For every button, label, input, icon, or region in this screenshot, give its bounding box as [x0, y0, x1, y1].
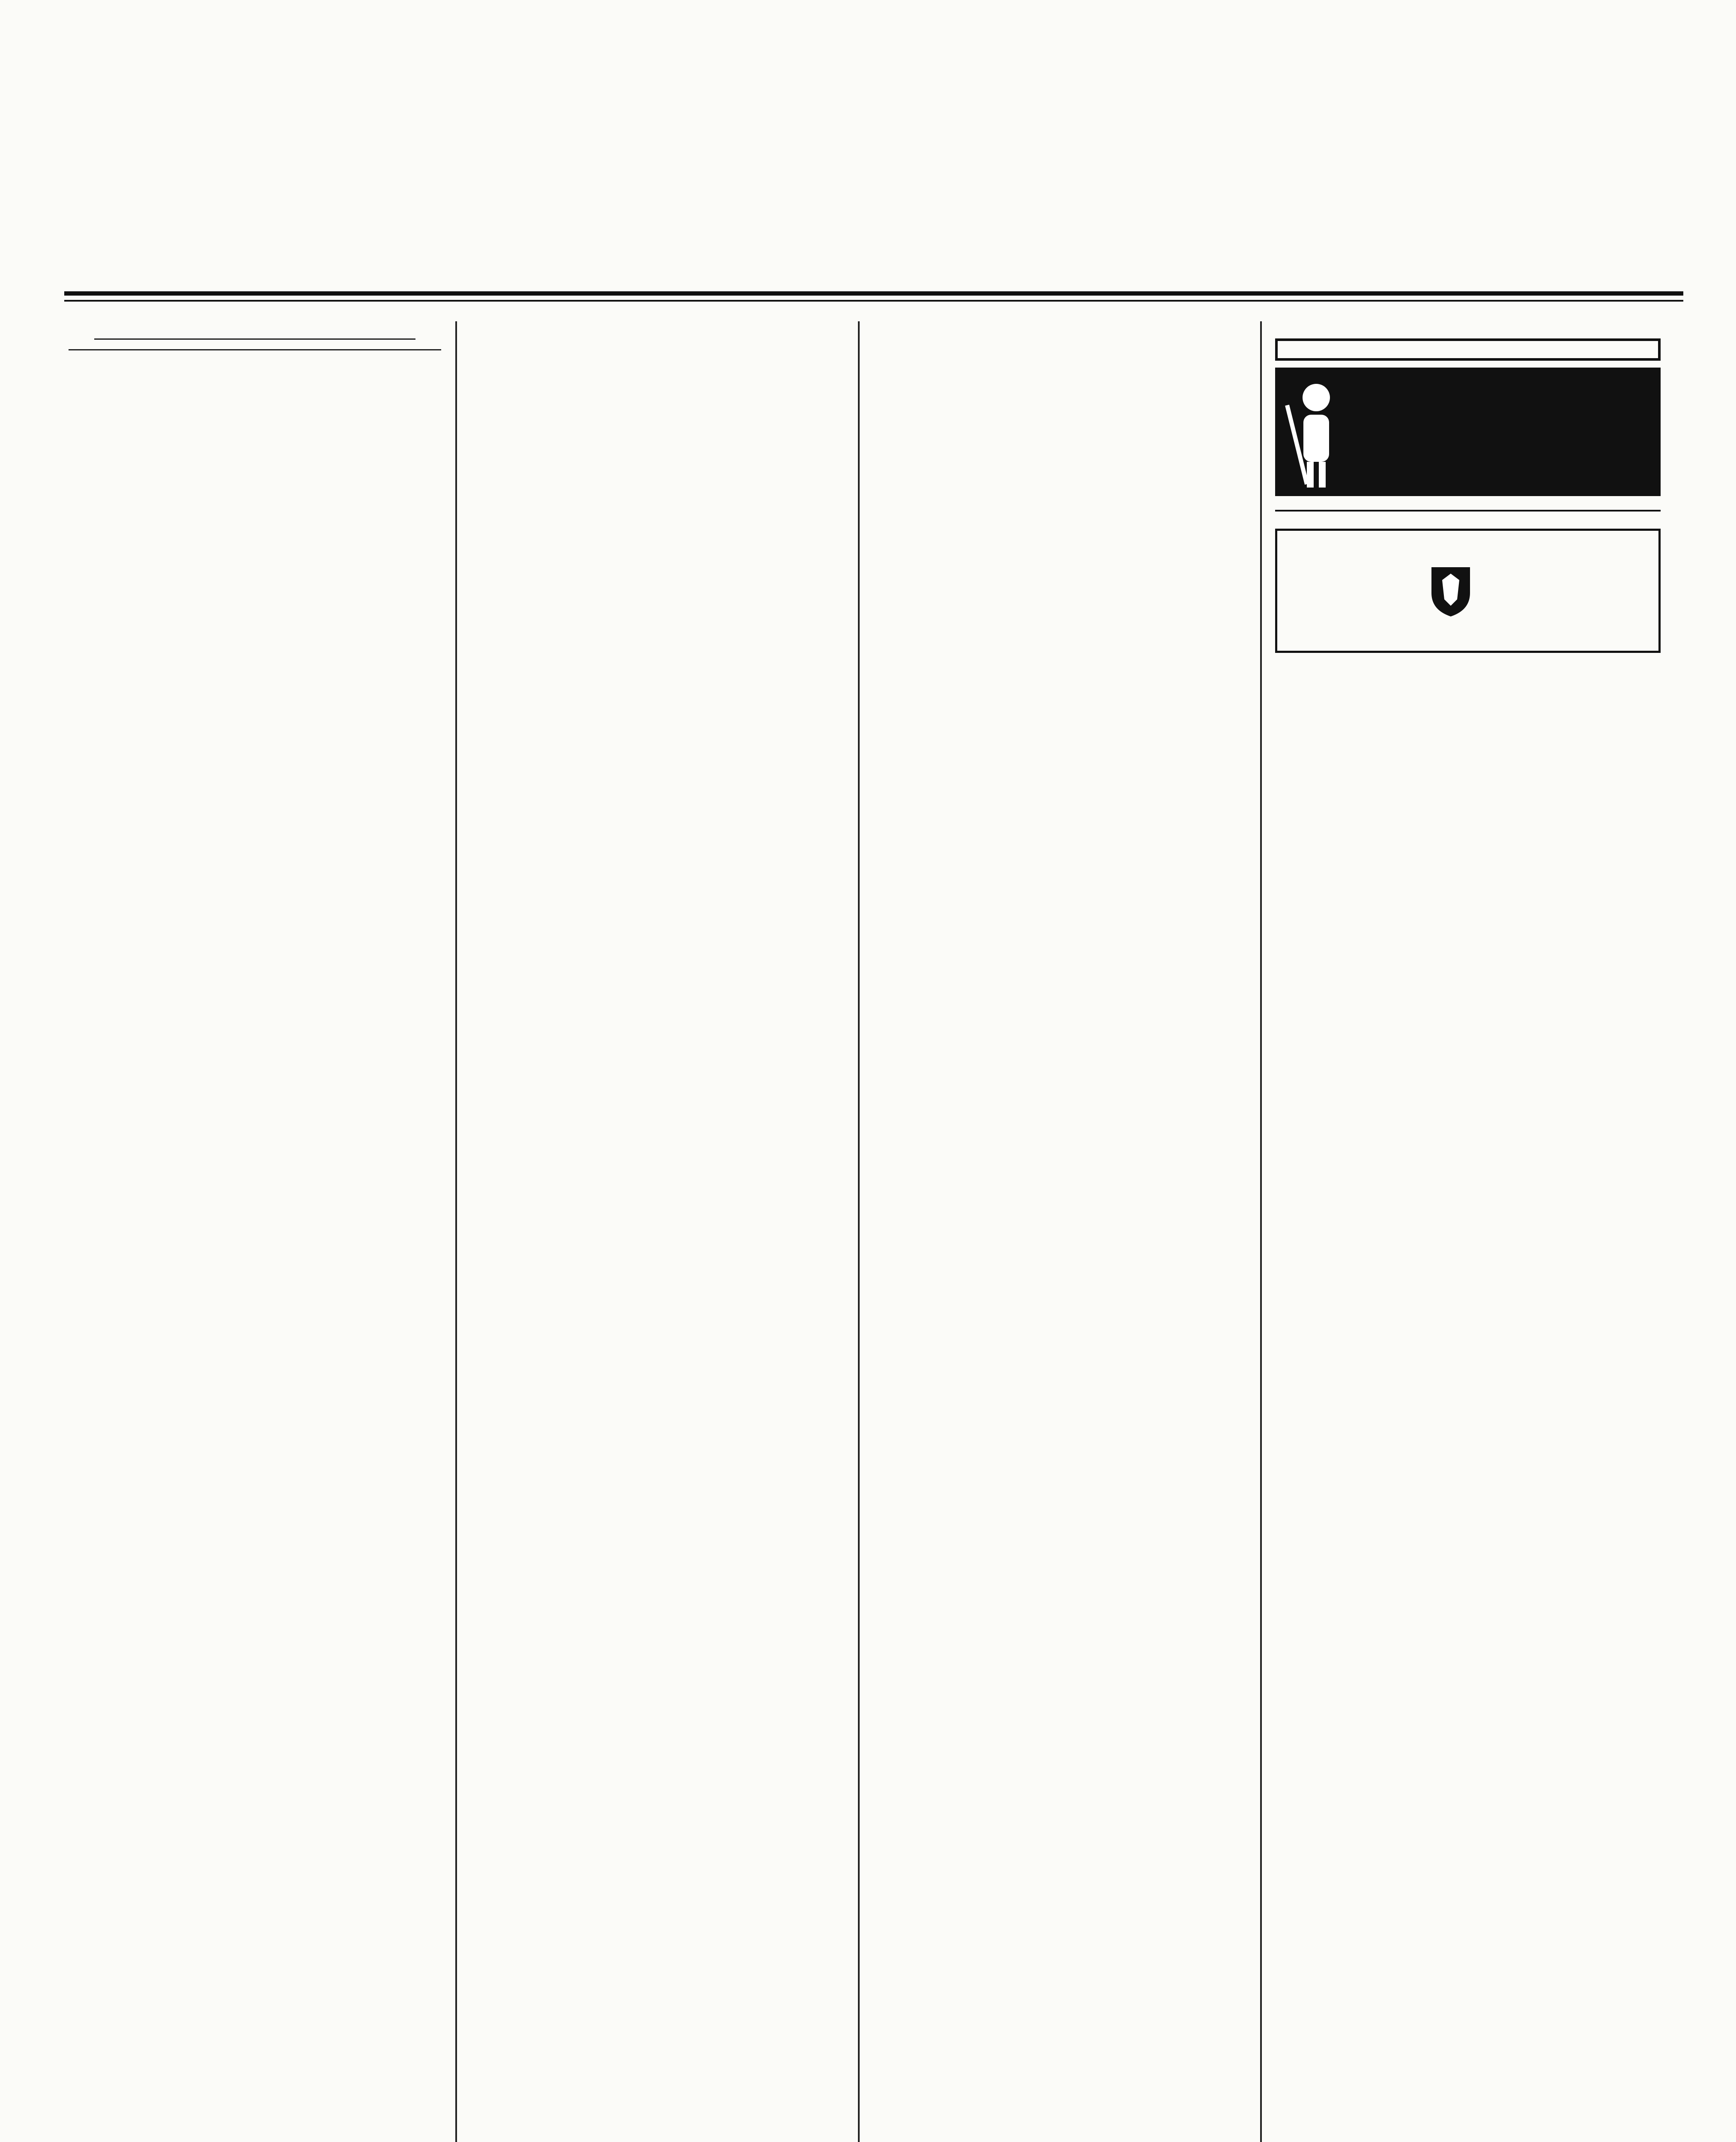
- column-3: [873, 326, 1246, 2142]
- header-rule-thin: [64, 300, 1683, 302]
- ad-title: [1479, 531, 1564, 651]
- column-1: [69, 326, 441, 2142]
- separator: [69, 349, 441, 350]
- column-4: [1275, 326, 1661, 2142]
- header-rule-thick: [64, 291, 1683, 296]
- advertisement-obchodni-zadruha: [1275, 338, 1661, 361]
- ad-title: [1277, 531, 1423, 651]
- advertisement-klarinety: [1275, 368, 1661, 496]
- column-rule: [858, 321, 860, 2142]
- advertisement-ustredni-banka: [1275, 529, 1661, 653]
- advertisement-jenicek-gabriel: [1275, 500, 1661, 512]
- column-rule: [455, 321, 457, 2142]
- coat-of-arms-icon: [1427, 563, 1474, 619]
- separator: [94, 338, 415, 340]
- column-2: [470, 326, 843, 2142]
- musician-illustration-icon: [1282, 374, 1351, 490]
- column-rule: [1260, 321, 1262, 2142]
